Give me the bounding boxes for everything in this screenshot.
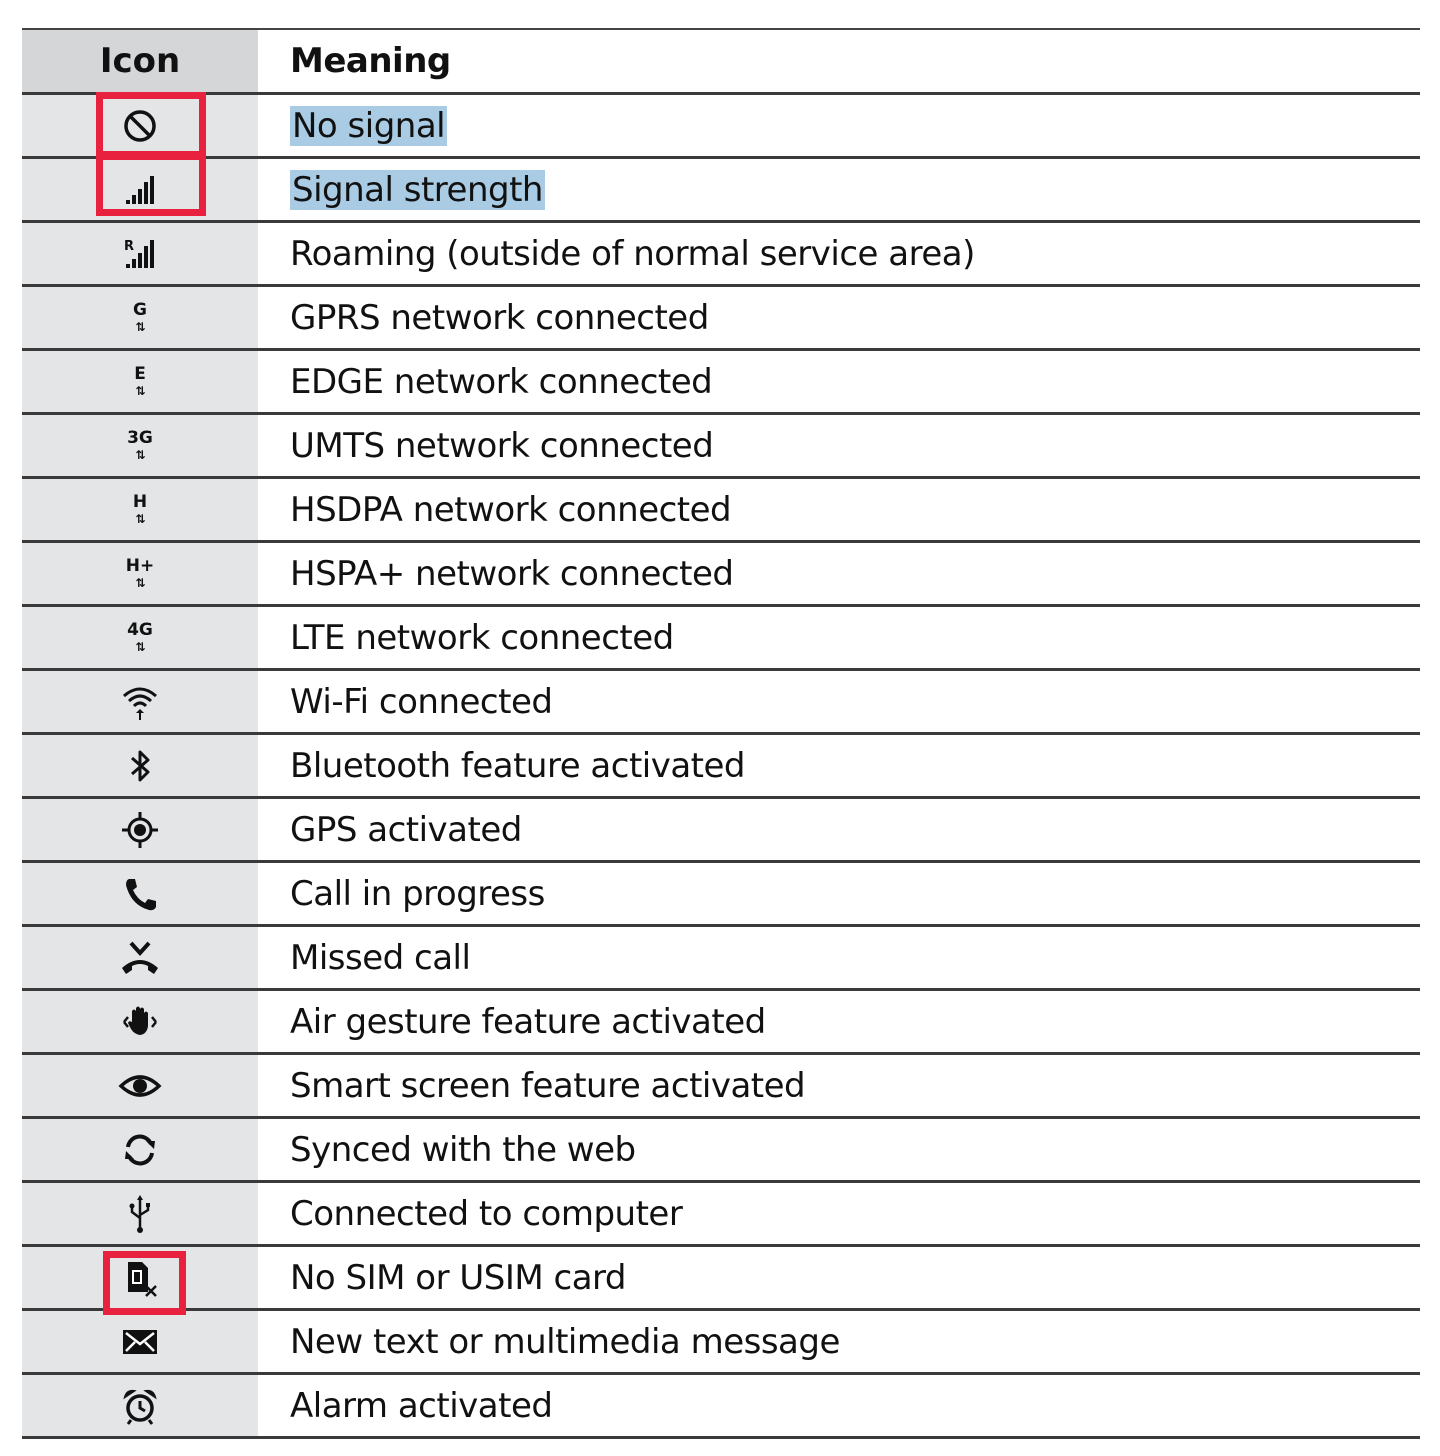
table-header-row: [22, 30, 1420, 95]
row-meaning: Roaming (outside of normal service area): [290, 233, 975, 274]
row-meaning: GPS activated: [290, 809, 522, 850]
message-icon: [118, 1320, 162, 1364]
row-meaning: Alarm activated: [290, 1385, 553, 1426]
table-row: [22, 223, 1420, 287]
row-meaning: GPRS network connected: [290, 297, 709, 338]
row-meaning: HSPA+ network connected: [290, 553, 734, 594]
row-meaning: EDGE network connected: [290, 361, 713, 402]
table-row: [22, 671, 1420, 735]
table-row: [22, 543, 1420, 607]
usb-icon: [118, 1192, 162, 1236]
table-row: [22, 287, 1420, 351]
alarm-icon: [118, 1384, 162, 1428]
row-meaning: Missed call: [290, 937, 471, 978]
table-row: [22, 735, 1420, 799]
call-icon: [118, 872, 162, 916]
annotation-box-no-sim: [103, 1251, 186, 1315]
lte-icon: 4G ⇅: [127, 620, 153, 654]
row-meaning: Connected to computer: [290, 1193, 683, 1234]
table-row: [22, 607, 1420, 671]
row-meaning: Air gesture feature activated: [290, 1001, 766, 1042]
table-row: [22, 479, 1420, 543]
row-meaning: New text or multimedia message: [290, 1321, 840, 1362]
table-row: [22, 799, 1420, 863]
table-row: [22, 1119, 1420, 1183]
table-row: [22, 159, 1420, 223]
air-gesture-icon: [118, 1000, 162, 1044]
wifi-icon: [118, 680, 162, 724]
bluetooth-icon: [118, 744, 162, 788]
table-row: [22, 1055, 1420, 1119]
table-row: [22, 351, 1420, 415]
icon-column-header: [22, 30, 258, 92]
roaming-icon: [118, 232, 162, 276]
row-meaning: No signal: [292, 105, 446, 146]
row-meaning: HSDPA network connected: [290, 489, 732, 530]
sync-icon: [118, 1128, 162, 1172]
row-meaning: No SIM or USIM card: [290, 1257, 627, 1298]
umts-icon: 3G ⇅: [127, 428, 153, 462]
row-meaning: UMTS network connected: [290, 425, 714, 466]
row-meaning: Bluetooth feature activated: [290, 745, 746, 786]
hsdpa-icon: H ⇅: [132, 492, 148, 526]
gps-icon: [118, 808, 162, 852]
table-row: [22, 1375, 1420, 1439]
table-row: [22, 1311, 1420, 1375]
edge-icon: E ⇅: [134, 364, 146, 398]
row-meaning: Wi-Fi connected: [290, 681, 553, 722]
row-meaning: Synced with the web: [290, 1129, 636, 1170]
missed-call-icon: [118, 936, 162, 980]
annotation-box-no-signal: [96, 92, 206, 158]
gprs-icon: G ⇅: [133, 300, 147, 334]
row-meaning: LTE network connected: [290, 617, 674, 658]
table-row: [22, 1183, 1420, 1247]
table-row: [22, 927, 1420, 991]
row-meaning: Smart screen feature activated: [290, 1065, 806, 1106]
status-icons-table: [22, 28, 1420, 1439]
table-row: [22, 415, 1420, 479]
table-row: [22, 1247, 1420, 1311]
table-row: [22, 95, 1420, 159]
row-meaning: Signal strength: [292, 169, 543, 210]
roaming-icon-letter: R: [124, 238, 135, 254]
meaning-column-header: Meaning: [290, 41, 451, 81]
table-row: [22, 863, 1420, 927]
annotation-box-signal-strength: [96, 153, 206, 216]
table-row: [22, 991, 1420, 1055]
hspa-plus-icon: H+ ⇅: [125, 556, 155, 590]
icon-column-header-label: Icon: [99, 41, 181, 81]
row-meaning: Call in progress: [290, 873, 545, 914]
eye-icon: [118, 1064, 162, 1108]
